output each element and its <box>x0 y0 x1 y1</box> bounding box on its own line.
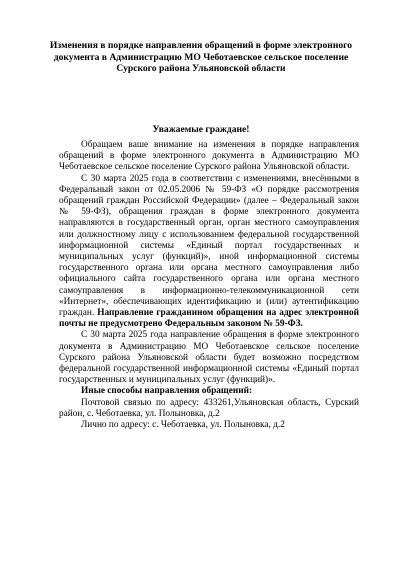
paragraph-postal: Почтовой связью по адресу: 433261,Ульяновская область, Сурский район, с. Чеботаевка, ул. Полыновка, д.2 <box>59 397 359 419</box>
greeting: Уважаемые граждане! <box>152 124 250 135</box>
law-changes-text: С 30 марта 2025 года в соответствии с изменениями, внесёнными в Федеральный закон от 02.05.2006 № 59-ФЗ «О порядке рассмотрения обращений граждан Российской Федерации» (далее – Федеральный закон № 59-ФЗ), обращения граждан в форме электронного документа направляются в государственный орган, орган местного самоуправления или должностному лицу с использованием федеральной государственной информационной системы «Единый портал государственных и муниципальных услуг (функций)», иной информационной системы государственного органа или органа местного самоуправления либо официального сайта государственного органа или органа местного самоуправления в информационно-телекоммуникационной сети «Интернет», обеспечивающих идентификацию и (или) аутентификацию граждан. <box>59 173 359 319</box>
paragraph-in-person: Лично по адресу: с. Чеботаевка, ул. Полыновка, д.2 <box>81 420 285 431</box>
paragraph-notice: Обращаем ваше внимание на изменения в порядке направления обращений в форме электронного документа в Администрацию МО Чеботаевское сельское поселение Сурского района Ульяновской области. <box>59 140 359 173</box>
paragraph-portal: С 30 марта 2025 года направление обращения в форме электронного документа в Администрацию МО Чеботаевское сельское поселение Сурского района Ульяновской области будет возможно посредством федеральной государственной информационной системы «Единый портал государственных и муниципальных услуг (функций)». <box>59 330 359 386</box>
email-not-allowed-notice: Направление гражданином обращения на адрес электронной почты не предусмотрено Федеральным законом № 59-ФЗ. <box>59 308 360 330</box>
paragraph-law-changes <box>59 174 359 331</box>
other-methods-heading: Иные способы направления обращений: <box>81 386 253 397</box>
document-title: Изменения в порядке направления обращений в форме электронного документа в Администрацию МО Чеботаевское сельское поселение Сурского района Ульяновской области <box>49 40 353 75</box>
document-body <box>59 140 359 431</box>
